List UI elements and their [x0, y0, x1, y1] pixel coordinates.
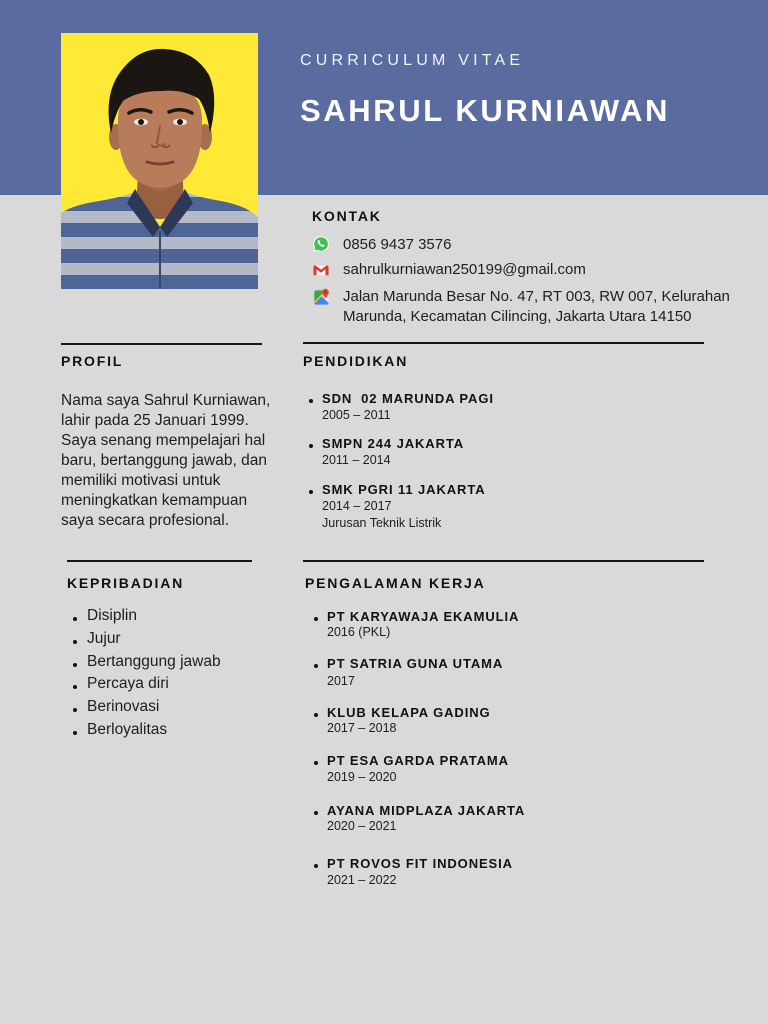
education-years: 2014 – 2017 — [322, 499, 392, 513]
bullet — [314, 864, 318, 868]
experience-item — [314, 706, 714, 750]
personality-item — [87, 719, 287, 742]
whatsapp-icon — [312, 235, 330, 253]
personality-item — [87, 628, 287, 651]
experience-period: 2021 – 2022 — [327, 873, 397, 887]
address-line: Jalan Marunda Besar No. 47, RT 003, RW 007, Kelurahan — [343, 288, 730, 305]
profile-line: memiliki motivasi untuk — [61, 472, 221, 489]
education-school: SMPN 244 JAKARTA — [322, 436, 465, 451]
experience-period: 2016 (PKL) — [327, 625, 391, 639]
education-major: Jurusan Teknik Listrik — [322, 516, 442, 530]
experience-company: PT ESA GARDA PRATAMA — [327, 753, 509, 768]
education-heading: PENDIDIKAN — [303, 353, 409, 369]
email-address: sahrulkurniawan250199@gmail.com — [343, 261, 586, 278]
google-maps-icon — [312, 288, 331, 307]
divider-line — [303, 560, 704, 562]
personality-item — [87, 651, 287, 674]
experience-company: KLUB KELAPA GADING — [327, 705, 491, 720]
bullet — [314, 617, 318, 621]
personality-label: Disiplin — [87, 607, 137, 624]
experience-item — [314, 857, 714, 901]
experience-heading: PENGALAMAN KERJA — [305, 575, 486, 591]
experience-item — [314, 657, 714, 701]
divider-line — [67, 560, 252, 562]
bullet — [73, 640, 77, 644]
profile-line: lahir pada 25 Januari 1999. — [61, 412, 249, 429]
bullet — [309, 399, 313, 403]
education-item — [309, 483, 709, 533]
phone-number: 0856 9437 3576 — [343, 236, 452, 253]
bullet — [314, 811, 318, 815]
personality-label: Berloyalitas — [87, 720, 168, 738]
contact-heading: KONTAK — [312, 208, 382, 224]
profile-line: baru, bertanggung jawab, dan — [61, 452, 267, 469]
bullet — [73, 685, 77, 689]
profile-heading: PROFIL — [61, 353, 124, 369]
personality-heading: KEPRIBADIAN — [67, 575, 185, 591]
bullet — [73, 617, 77, 621]
personality-item — [87, 673, 287, 696]
experience-item — [314, 804, 714, 848]
bullet — [314, 761, 318, 765]
bullet — [73, 731, 77, 735]
experience-period: 2020 – 2021 — [327, 819, 397, 833]
experience-company: PT KARYAWAJA EKAMULIA — [327, 609, 520, 624]
experience-company: PT SATRIA GUNA UTAMA — [327, 656, 504, 671]
personality-label: Berinovasi — [87, 698, 160, 716]
document-subtitle: CURRICULUM VITAE — [300, 52, 525, 69]
education-school: SDN 02 MARUNDA PAGI — [322, 391, 494, 406]
profile-line: meningkatkan kemampuan — [61, 492, 248, 509]
education-school: SMK PGRI 11 JAKARTA — [322, 482, 486, 497]
bullet — [73, 663, 77, 667]
profile-line: Saya senang mempelajari hal — [61, 432, 266, 449]
gmail-icon — [312, 263, 330, 277]
contact-address-row — [312, 287, 742, 331]
experience-period: 2017 – 2018 — [327, 721, 397, 735]
profile-line: saya secara profesional. — [61, 512, 230, 529]
experience-period: 2019 – 2020 — [327, 770, 397, 784]
experience-company: AYANA MIDPLAZA JAKARTA — [327, 803, 526, 818]
bullet — [314, 713, 318, 717]
portrait-image — [61, 33, 258, 289]
personality-item — [87, 696, 287, 719]
personality-label: Jujur — [87, 629, 121, 647]
personality-item — [87, 605, 287, 628]
profile-line: Nama saya Sahrul Kurniawan, — [61, 392, 271, 409]
personality-label: Bertanggung jawab — [87, 652, 221, 670]
education-item — [309, 392, 709, 436]
profile-photo — [61, 33, 258, 289]
education-years: 2011 – 2014 — [322, 453, 391, 467]
full-name: SAHRUL KURNIAWAN — [300, 93, 670, 128]
profile-paragraph — [61, 391, 270, 531]
address-line: Marunda, Kecamatan Cilincing, Jakarta Utara 14150 — [343, 308, 692, 325]
personality-list — [87, 605, 287, 742]
bullet — [309, 490, 313, 494]
experience-item — [314, 754, 714, 798]
divider-line — [303, 342, 704, 344]
bullet — [73, 708, 77, 712]
experience-period: 2017 — [327, 674, 355, 688]
divider-line — [61, 343, 262, 345]
education-years: 2005 – 2011 — [322, 408, 391, 422]
bullet — [309, 444, 313, 448]
personality-label: Percaya diri — [87, 675, 169, 693]
education-item — [309, 437, 709, 481]
bullet — [314, 664, 318, 668]
experience-item — [314, 610, 714, 654]
experience-company: PT ROVOS FIT INDONESIA — [327, 856, 513, 871]
